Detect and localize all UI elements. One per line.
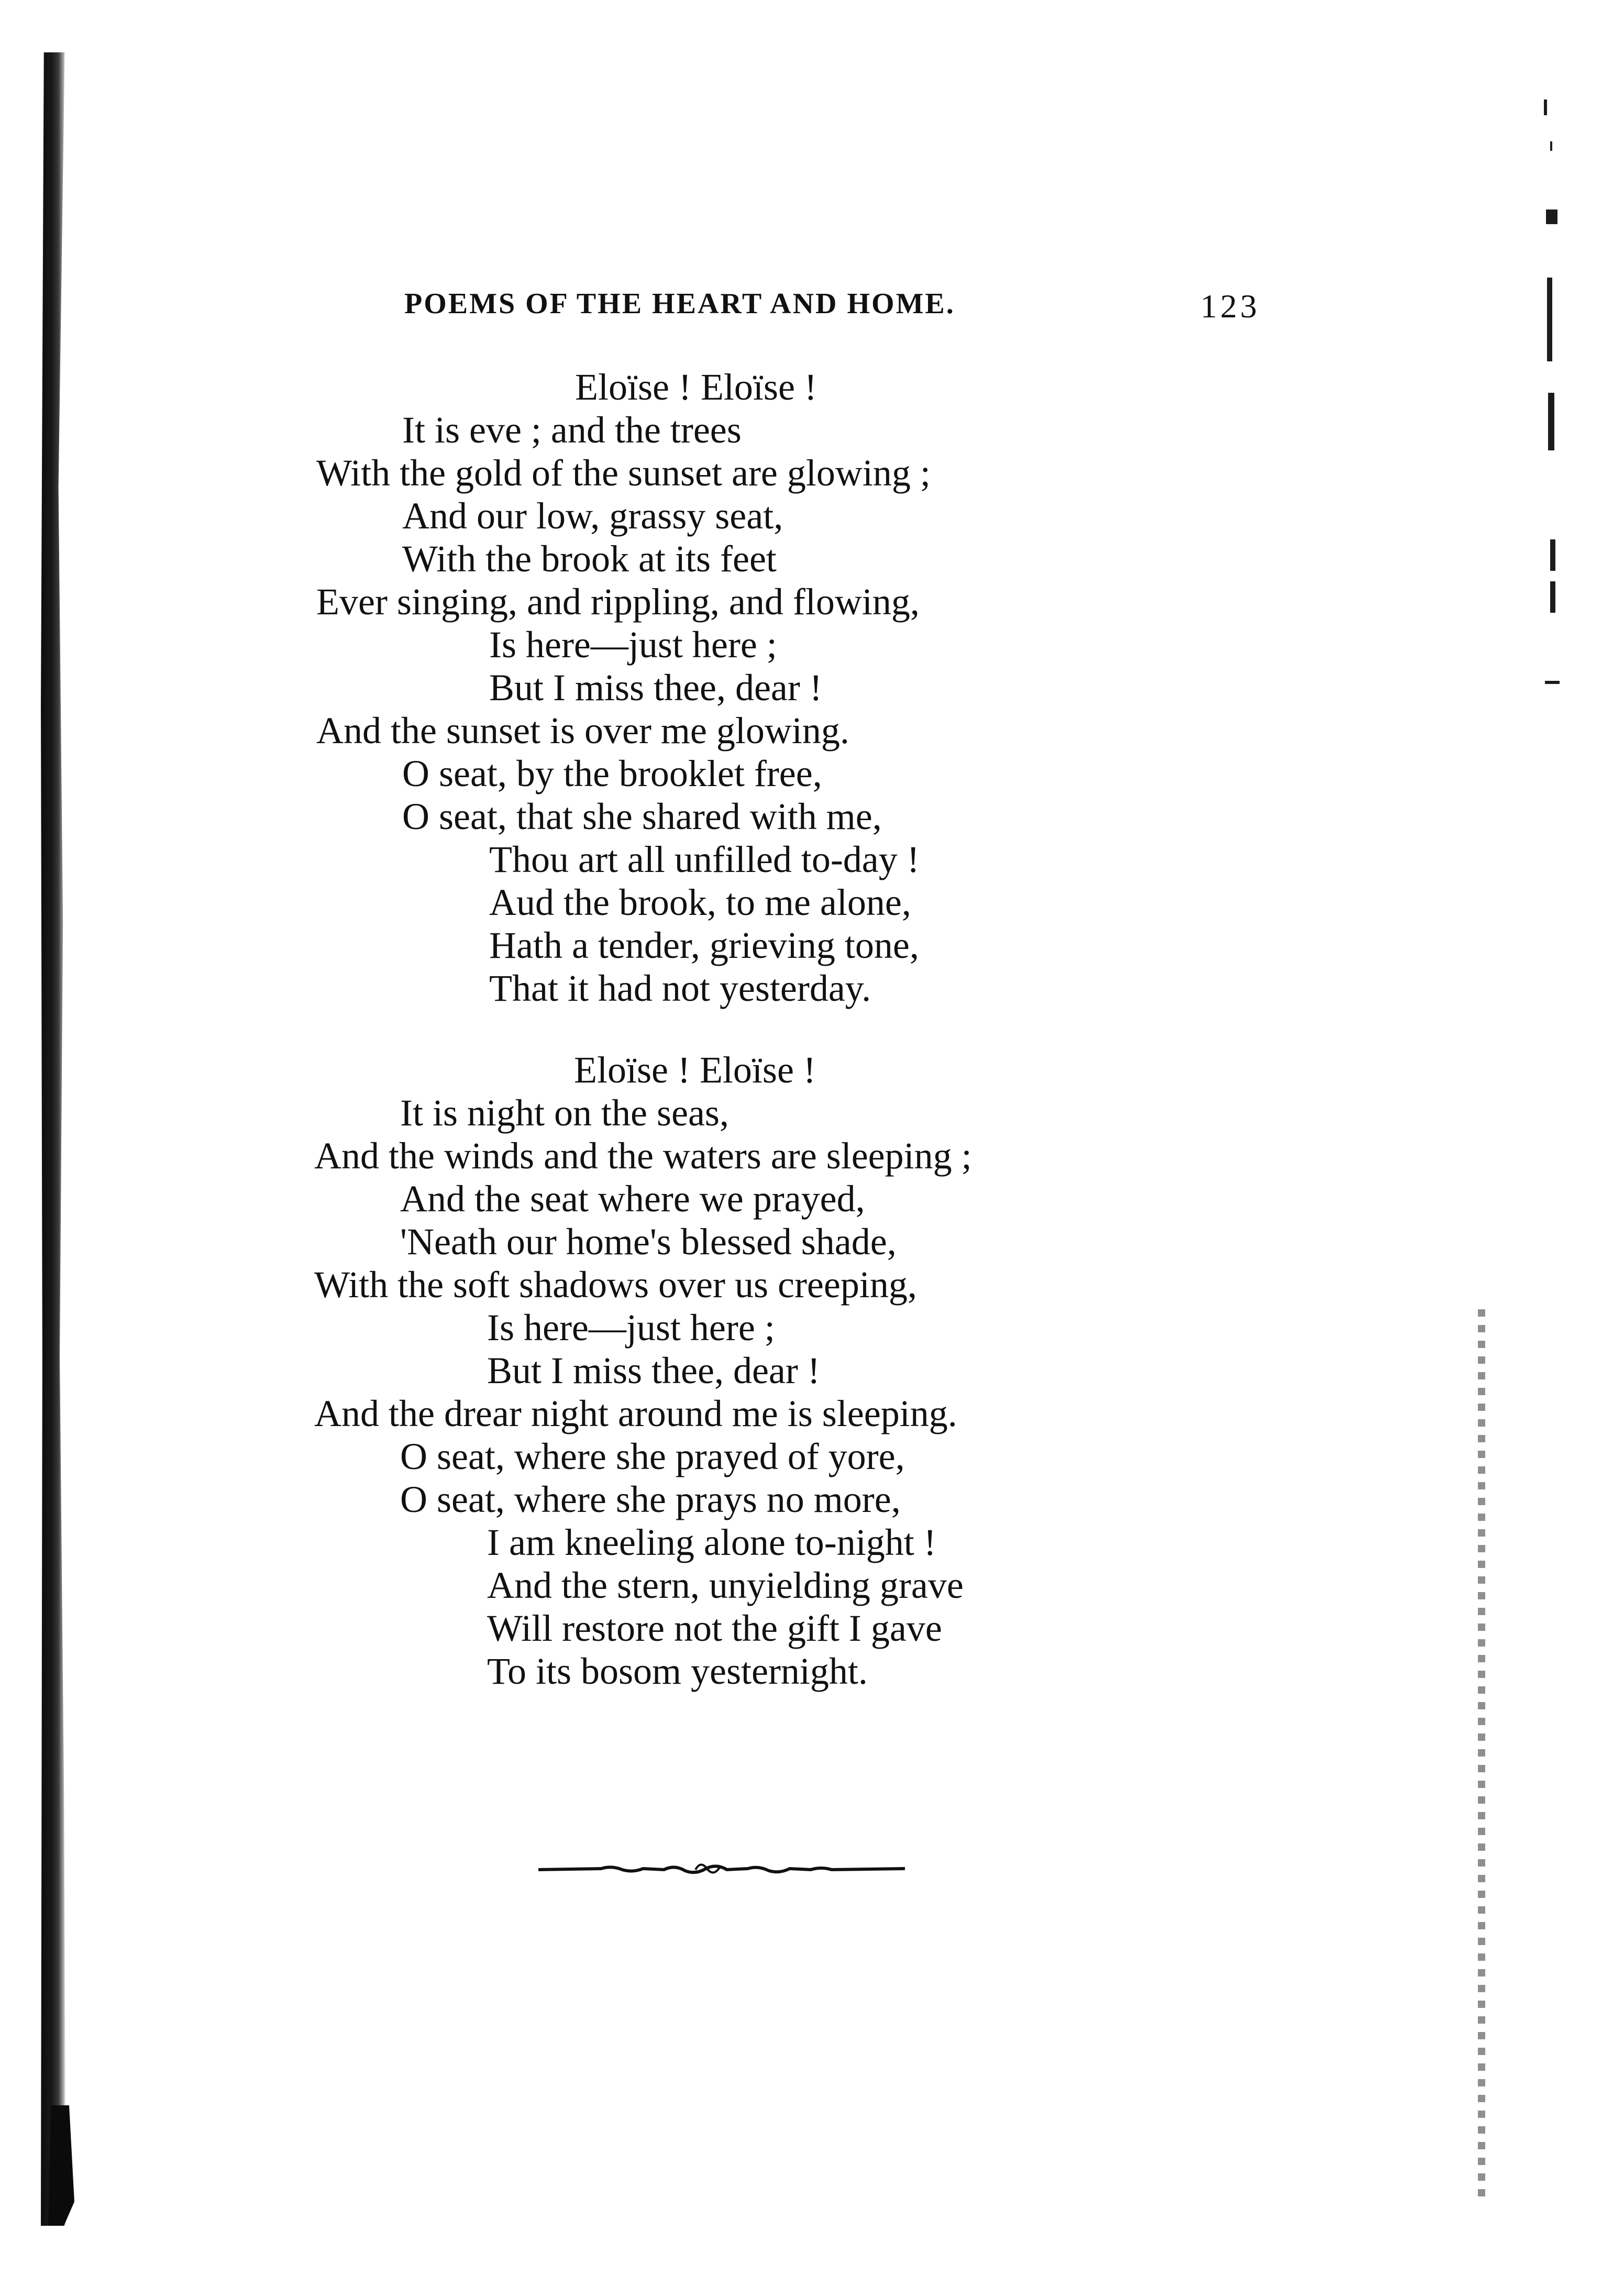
binding-edge-shadow: [41, 52, 66, 2226]
poem-line: It is night on the seas,: [400, 1092, 729, 1134]
poem-line: With the soft shadows over us creeping,: [314, 1264, 917, 1306]
poem-line: O seat, where she prayed of yore,: [400, 1435, 905, 1477]
poem-line: O seat, that she shared with me,: [402, 796, 882, 837]
poem-line: Eloïse ! Eloïse !: [575, 366, 817, 408]
poem-line: Will restore not the gift I gave: [487, 1607, 942, 1649]
poem-line: And the drear night around me is sleeping.: [314, 1393, 957, 1434]
poem-line: It is eve ; and the trees: [402, 409, 742, 451]
poem-line: 'Neath our home's blessed shade,: [400, 1221, 897, 1263]
poem-line: And the sunset is over me glowing.: [316, 710, 849, 752]
poem-line: With the gold of the sunset are glowing ;: [316, 452, 931, 494]
poem-line: But I miss thee, dear !: [489, 667, 822, 709]
poem-line: I am kneeling alone to-night !: [487, 1521, 936, 1563]
page-number: 123: [1200, 288, 1260, 325]
poem-line: Thou art all unfilled to-day !: [489, 838, 920, 880]
poem-line: And the stern, unyielding grave: [487, 1564, 964, 1606]
scan-specks-right-lower: [1478, 1309, 1485, 2200]
poem-line: Hath a tender, grieving tone,: [489, 924, 919, 966]
poem-line: And the winds and the waters are sleeping ;: [314, 1135, 972, 1177]
poem-line: O seat, where she prays no more,: [400, 1478, 901, 1520]
binding-edge-shadow-lower: [48, 2105, 74, 2226]
running-head: [404, 287, 1295, 324]
poem-line: With the brook at its feet: [402, 538, 777, 580]
poem-line: Is here—just here ;: [489, 624, 777, 666]
poem-line: O seat, by the brooklet free,: [402, 753, 822, 794]
poem-line: Aud the brook, to me alone,: [489, 881, 911, 923]
poem-line: And the seat where we prayed,: [400, 1178, 865, 1220]
poem-line: To its bosom yesternight.: [487, 1650, 868, 1692]
poem-line: Eloïse ! Eloïse !: [574, 1049, 816, 1091]
poem-line: Ever singing, and rippling, and flowing,: [316, 581, 920, 623]
scan-specks-right: [1540, 79, 1561, 707]
poem-line: Is here—just here ;: [487, 1307, 775, 1349]
poem-line: That it had not yesterday.: [489, 967, 871, 1009]
running-title: POEMS OF THE HEART AND HOME.: [404, 288, 955, 320]
poem-line: But I miss thee, dear !: [487, 1350, 820, 1392]
poem-line: And our low, grassy seat,: [402, 495, 783, 537]
tailpiece-ornament-icon: [538, 1858, 905, 1879]
